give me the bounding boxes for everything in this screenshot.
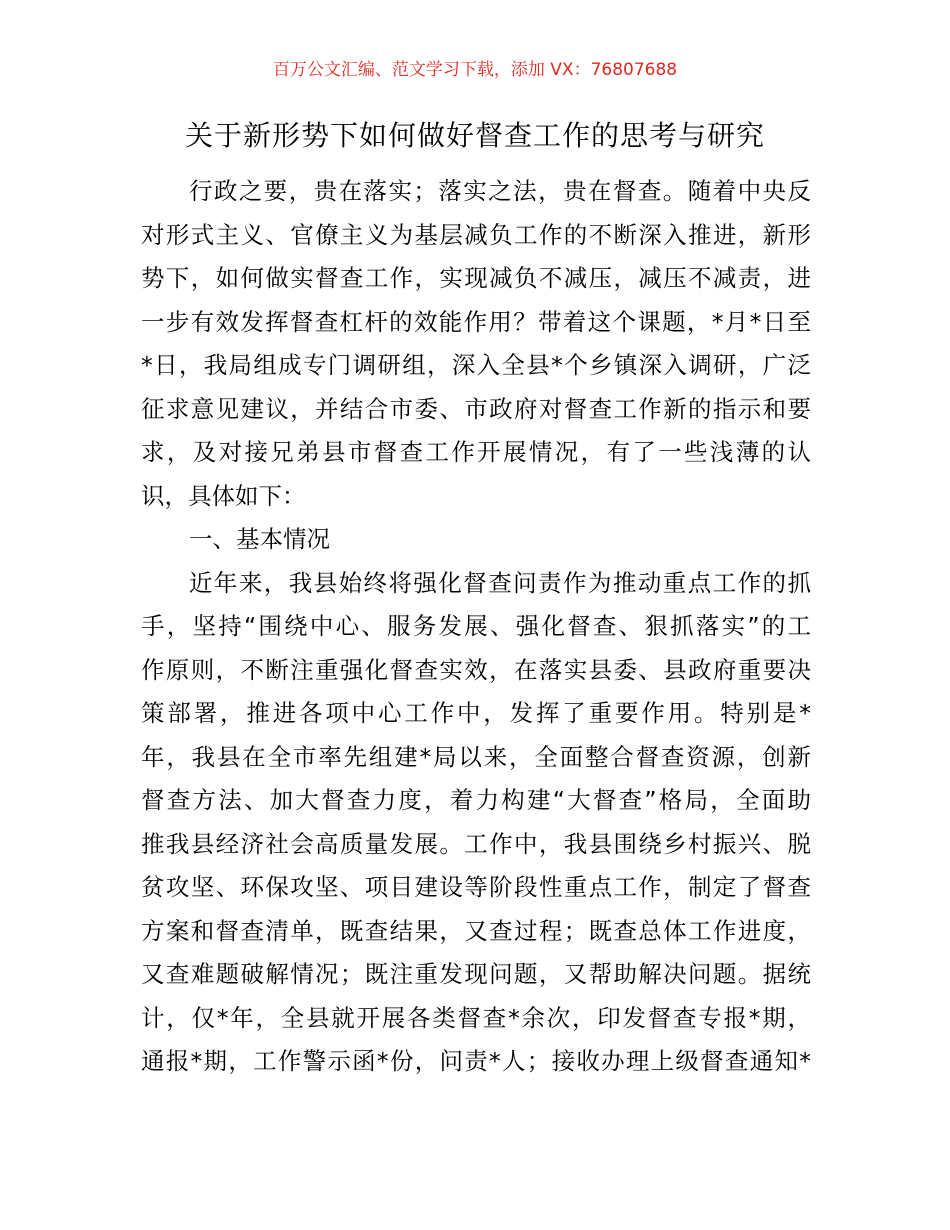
- intro-line: 求，及对接兄弟县市督查工作开展情况，有了一些浅薄的认: [141, 438, 811, 466]
- section-line: 计，仅*年，全县就开展各类督查*余次，印发督查专报*期，: [141, 1003, 811, 1032]
- section-line: 通报*期，工作警示函*份，问责*人；接收办理上级督查通知*: [141, 1047, 811, 1075]
- intro-line: 势下，如何做实督查工作，实现减负不减压，减压不减责，进: [141, 264, 811, 292]
- section-heading: 一、基本情况: [189, 525, 330, 553]
- section-line: 贫攻坚、环保攻坚、项目建设等阶段性重点工作，制定了督查: [141, 873, 811, 901]
- section-line: 作原则，不断注重强化督查实效，在落实县委、县政府重要决: [141, 655, 811, 684]
- intro-line: 对形式主义、官僚主义为基层减负工作的不断深入推进，新形: [141, 220, 811, 249]
- intro-line: *日，我局组成专门调研组，深入全县*个乡镇深入调研，广泛: [141, 351, 811, 379]
- intro-line: 识，具体如下：: [141, 481, 306, 510]
- section-line: 推我县经济社会高质量发展。工作中，我县围绕乡村振兴、脱: [141, 829, 811, 858]
- section-line: 督查方法、加大督查力度，着力构建“大督查”格局，全面助: [141, 786, 811, 814]
- document-body: [141, 170, 811, 1084]
- section-line: 方案和督查清单，既查结果，又查过程；既查总体工作进度，: [141, 916, 811, 945]
- section-line: 又查难题破解情况；既注重发现问题，又帮助解决问题。据统: [141, 960, 811, 988]
- download-banner: 百万公文汇编、范文学习下载，添加 VX：76807688: [272, 60, 678, 80]
- intro-line: 一步有效发挥督查杠杆的效能作用？带着这个课题，*月*日至: [141, 307, 811, 336]
- intro-line: 征求意见建议，并结合市委、市政府对督查工作新的指示和要: [141, 394, 811, 423]
- section-line: 手，坚持“围绕中心、服务发展、强化督查、狠抓落实”的工: [141, 612, 811, 640]
- section-line: 策部署，推进各项中心工作中，发挥了重要作用。特别是*: [141, 699, 811, 727]
- section-line: 年，我县在全市率先组建*局以来，全面整合督查资源，创新: [141, 742, 811, 771]
- document-title: 关于新形势下如何做好督查工作的思考与研究: [184, 119, 765, 152]
- intro-line: 行政之要，贵在落实；落实之法，贵在督查。随着中央反: [189, 177, 811, 205]
- section-line: 近年来，我县始终将强化督查问责作为推动重点工作的抓: [189, 568, 811, 597]
